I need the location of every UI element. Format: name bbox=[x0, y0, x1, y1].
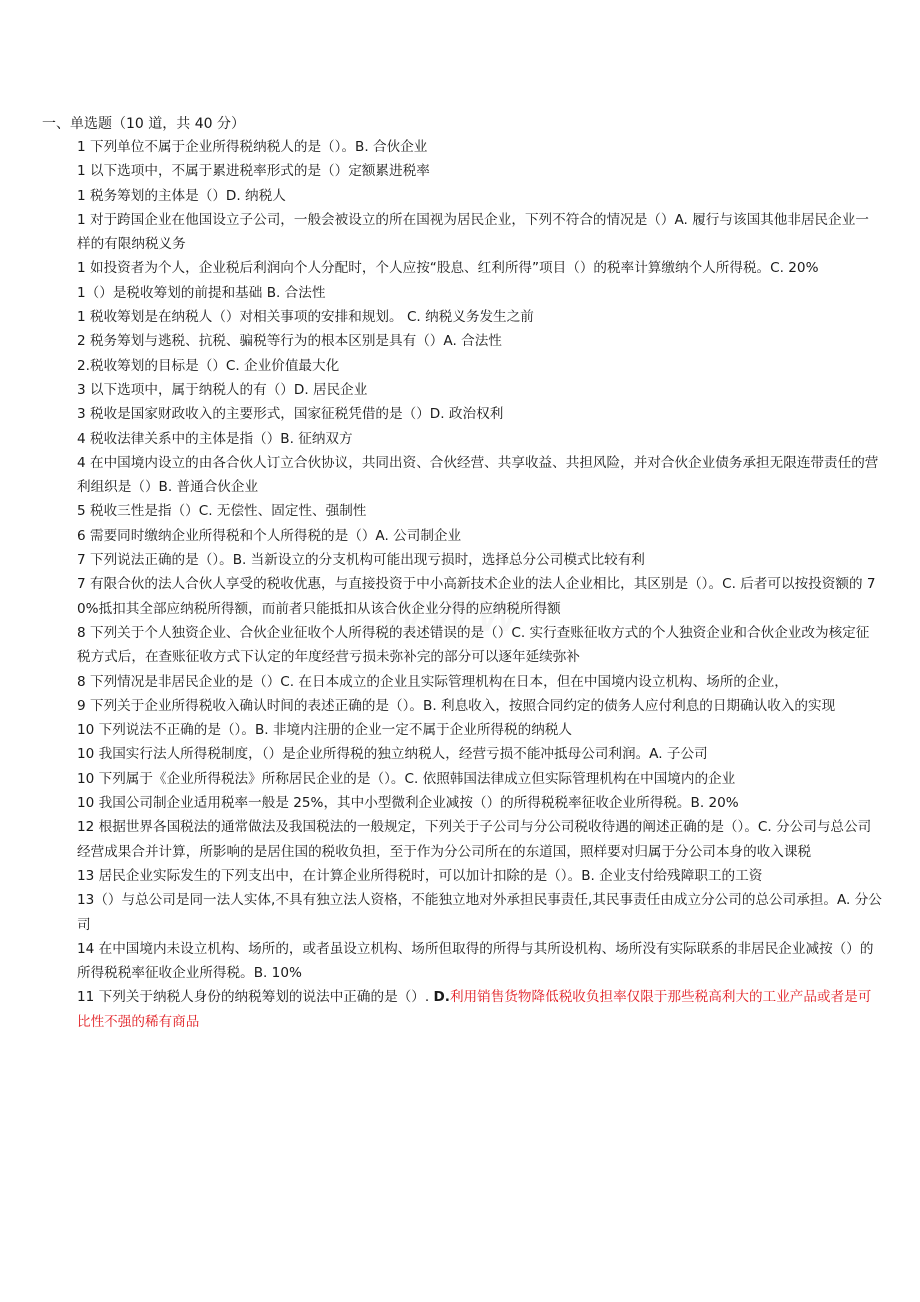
question-item: 6 需要同时缴纳企业所得税和个人所得税的是（）A. 公司制企业 bbox=[77, 527, 462, 544]
question-item: 1 税收筹划是在纳税人（）对相关事项的安排和规划。 C. 纳税义务发生之前 bbox=[77, 309, 534, 326]
question-item: 1 对于跨国企业在他国设立子公司，一般会被设立的所在国视为居民企业，下列不符合的情况是（）A. 履行与该国其他非居民企业一样的有限纳税义务 bbox=[77, 211, 869, 253]
question-item: 4 在中国境内设立的由各合伙人订立合伙协议，共同出资、合伙经营、共享收益、共担风险，并对合伙企业债务承担无限连带责任的营利组织是（）B. 普通合伙企业 bbox=[77, 454, 879, 496]
question-item: 1 下列单位不属于企业所得税纳税人的是（）。B. 合伙企业 bbox=[77, 139, 428, 155]
final-question-stem: 11 下列关于纳税人身份的纳税筹划的说法中正确的是（）. bbox=[77, 989, 434, 1006]
question-item: 2.税收筹划的目标是（）C. 企业价值最大化 bbox=[77, 357, 340, 374]
question-item: 1（）是税收筹划的前提和基础 B. 合法性 bbox=[77, 284, 326, 301]
highlighted-question-item bbox=[77, 985, 882, 1034]
question-item: 2 税务筹划与逃税、抗税、骗税等行为的根本区别是具有（）A. 合法性 bbox=[77, 333, 502, 350]
question-item: 1 以下选项中，不属于累进税率形式的是（）定额累进税率 bbox=[77, 163, 430, 180]
question-item: 10 下列说法不正确的是（）。B. 非境内注册的企业一定不属于企业所得税的纳税人 bbox=[77, 722, 572, 739]
question-item: 14 在中国境内未设立机构、场所的，或者虽设立机构、场所但取得的所得与其所设机构、场所没有实际联系的非居民企业减按（）的所得税税率征收企业所得税。B. 10% bbox=[77, 940, 874, 982]
final-answer-text: 利用销售货物降低税收负担率仅限于那些税高利大的工业产品或者是可比性不强的稀有商品 bbox=[77, 989, 872, 1030]
question-list bbox=[77, 135, 882, 1034]
final-answer-letter: D. bbox=[433, 989, 450, 1006]
question-item: 13 居民企业实际发生的下列支出中，在计算企业所得税时，可以加计扣除的是（）。B. 企业支付给残障职工的工资 bbox=[77, 867, 763, 884]
question-item: 1 如投资者为个人，企业税后利润向个人分配时，个人应按“股息、红利所得”项目（）的税率计算缴纳个人所得税。C. 20% bbox=[77, 260, 819, 277]
question-item: 3 以下选项中，属于纳税人的有（）D. 居民企业 bbox=[77, 381, 368, 398]
question-item: 10 我国实行法人所得税制度，（）是企业所得税的独立纳税人，经营亏损不能冲抵母公司利润。A. 子公司 bbox=[77, 746, 708, 763]
question-item: 7 有限合伙的法人合伙人享受的税收优惠，与直接投资于中小高新技术企业的法人企业相比，其区别是（）。C. 后者可以按投资额的 70%抵扣其全部应纳税所得额，而前者只能抵扣从该合伙企业分得的应纳税所得额 bbox=[77, 576, 876, 617]
question-item: 8 下列情况是非居民企业的是（）C. 在日本成立的企业且实际管理机构在日本，但在中国境内设立机构、场所的企业， bbox=[77, 673, 788, 690]
question-item: 10 我国公司制企业适用税率一般是 25%，其中小型微利企业减按（）的所得税税率征收企业所得税。B. 20% bbox=[77, 795, 739, 812]
question-item: 8 下列关于个人独资企业、合伙企业征收个人所得税的表述错误的是（）C. 实行查账征收方式的个人独资企业和合伙企业改为核定征税方式后，在查账征收方式下认定的年度经营亏损未弥补完的部分可以逐年延续弥补 bbox=[77, 624, 870, 666]
question-item: 1 税务筹划的主体是（）D. 纳税人 bbox=[77, 187, 286, 204]
question-item: 10 下列属于《企业所得税法》所称居民企业的是（）。C. 依照韩国法律成立但实际管理机构在中国境内的企业 bbox=[77, 770, 736, 787]
question-item: 7 下列说法正确的是（）。B. 当新设立的分支机构可能出现亏损时，选择总分公司模式比较有利 bbox=[77, 552, 645, 569]
question-item: 9 下列关于企业所得税收入确认时间的表述正确的是（）。B. 利息收入，按照合同约定的债务人应付利息的日期确认收入的实现 bbox=[77, 697, 836, 714]
question-item: 3 税收是国家财政收入的主要形式，国家征税凭借的是（）D. 政治权利 bbox=[77, 406, 504, 423]
question-item: 12 根据世界各国税法的通常做法及我国税法的一般规定，下列关于子公司与分公司税收待遇的阐述正确的是（）。C. 分公司与总公司经营成果合并计算，所影响的是居住国的税收负担，至于作为分公司所在的东道国，照样要对归属于分公司本身的收入课税 bbox=[77, 819, 872, 860]
question-item: 4 税收法律关系中的主体是指（）B. 征纳双方 bbox=[77, 430, 353, 447]
question-item: 13（）与总公司是同一法人实体,不具有独立法人资格，不能独立地对外承担民事责任,其民事责任由成立分公司的总公司承担。A. 分公司 bbox=[77, 892, 882, 933]
question-item: 5 税收三性是指（）C. 无偿性、固定性、强制性 bbox=[77, 503, 367, 520]
section-heading: 一、单选题（10 道，共 40 分） bbox=[42, 116, 245, 132]
